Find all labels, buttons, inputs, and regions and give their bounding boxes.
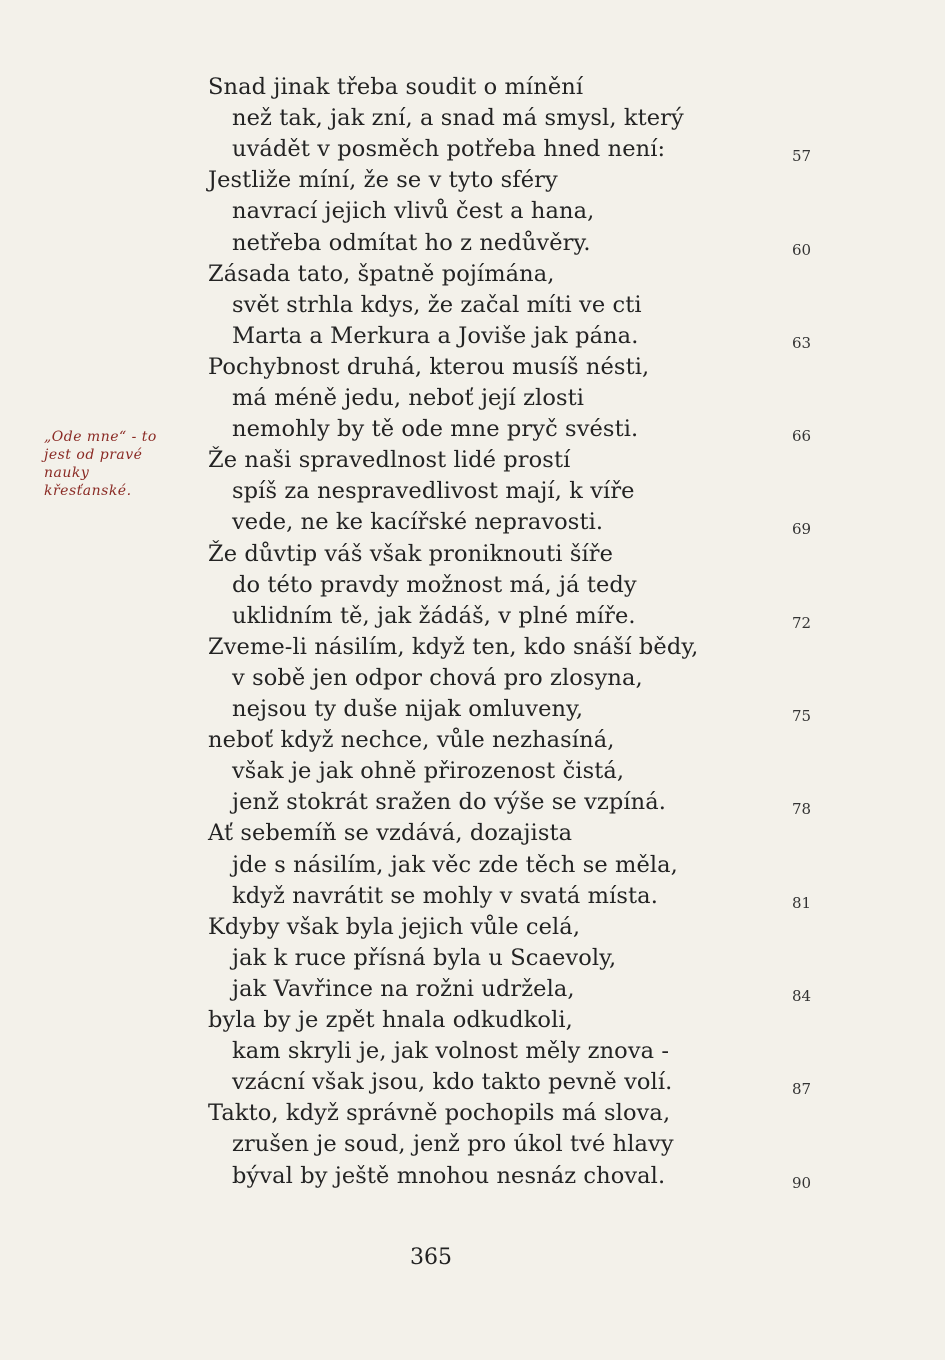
line-number: 66	[792, 427, 812, 446]
verse-line: nejsou ty duše nijak omluveny,	[232, 696, 584, 722]
verse-line: Zásada tato, špatně pojímána,	[208, 260, 555, 287]
verse-line: svět strhla kdys, že začal míti ve cti	[232, 291, 642, 318]
line-number: 72	[792, 613, 812, 632]
verse-line: spíš za nespravedlivost mají, k víře	[232, 478, 635, 505]
verse-line: navrací jejich vlivů čest a hana,	[232, 198, 595, 225]
verse-line: býval by ještě mnohou nesnáz choval.	[232, 1162, 666, 1189]
verse-line: kam skryli je, jak volnost měly znova -	[232, 1038, 670, 1065]
verse-line: jak k ruce přísná byla u Scaevoly,	[232, 944, 617, 971]
verse-line: byla by je zpět hnala odkudkoli,	[208, 1007, 573, 1033]
verse-line: Marta a Merkura a Joviše jak pána.	[232, 322, 639, 349]
line-number: 60	[792, 240, 812, 259]
gloss-line: „Ode mne“ - to	[44, 429, 157, 445]
line-number: 87	[792, 1080, 812, 1099]
line-number: 84	[792, 986, 812, 1005]
verse-line: neboť když nechce, vůle nezhasíná,	[208, 727, 615, 754]
line-number: 78	[792, 800, 812, 819]
verse-line: když navrátit se mohly v svatá místa.	[232, 882, 658, 909]
verse-line: Kdyby však byla jejich vůle celá,	[208, 913, 581, 940]
gloss-line: jest od pravé	[44, 447, 143, 463]
verse-line: vzácní však jsou, kdo takto pevně volí.	[232, 1069, 673, 1096]
verse-line: uklidním tě, jak žádáš, v plné míře.	[232, 602, 636, 629]
verse-line: jenž stokrát sražen do výše se vzpíná.	[232, 789, 667, 816]
verse-line: uvádět v posměch potřeba hned není:	[232, 136, 666, 163]
verse-line: však je jak ohně přirozenost čistá,	[232, 758, 625, 785]
page-number: 365	[410, 1245, 452, 1270]
line-number: 57	[792, 147, 812, 166]
verse-line: do této pravdy možnost má, já tedy	[232, 571, 637, 598]
verse-line: vede, ne ke kacířské nepravosti.	[232, 509, 604, 536]
verse-line: Jestliže míní, že se v tyto sféry	[208, 167, 558, 194]
verse-line: nemohly by tě ode mne pryč svésti.	[232, 416, 639, 443]
gloss-line: křesťanské.	[44, 483, 132, 499]
verse-line: Zveme-li násilím, když ten, kdo snáší bědy,	[208, 633, 699, 660]
verse-line: v sobě jen odpor chová pro zlosyna,	[232, 664, 643, 691]
verse-line: zrušen je soud, jenž pro úkol tvé hlavy	[232, 1131, 674, 1158]
verse-line: jde s násilím, jak věc zde těch se měla,	[232, 851, 678, 878]
line-number: 75	[792, 707, 812, 725]
line-number: 69	[792, 520, 812, 539]
margin-gloss	[44, 428, 194, 500]
verse-line: Snad jinak třeba soudit o mínění	[208, 74, 584, 100]
verse-line: Že důvtip váš však proniknouti šíře	[208, 540, 614, 567]
verse-line: Takto, když správně pochopils má slova,	[208, 1100, 671, 1127]
line-number: 81	[792, 893, 812, 912]
verse-line: než tak, jak zní, a snad má smysl, který	[232, 105, 684, 132]
line-number: 63	[792, 333, 812, 352]
verse-line: Že naši spravedlnost lidé prostí	[208, 447, 571, 474]
gloss-line: nauky	[44, 465, 90, 481]
verse-line: Ať sebemíň se vzdává, dozajista	[208, 820, 573, 847]
verse-line: jak Vavřince na rožni udržela,	[232, 975, 575, 1002]
line-number: 90	[792, 1173, 812, 1192]
verse-line: má méně jedu, neboť její zlosti	[232, 385, 585, 411]
verse-line: netřeba odmítat ho z nedůvěry.	[232, 229, 591, 256]
verse-line: Pochybnost druhá, kterou musíš nésti,	[208, 353, 650, 380]
